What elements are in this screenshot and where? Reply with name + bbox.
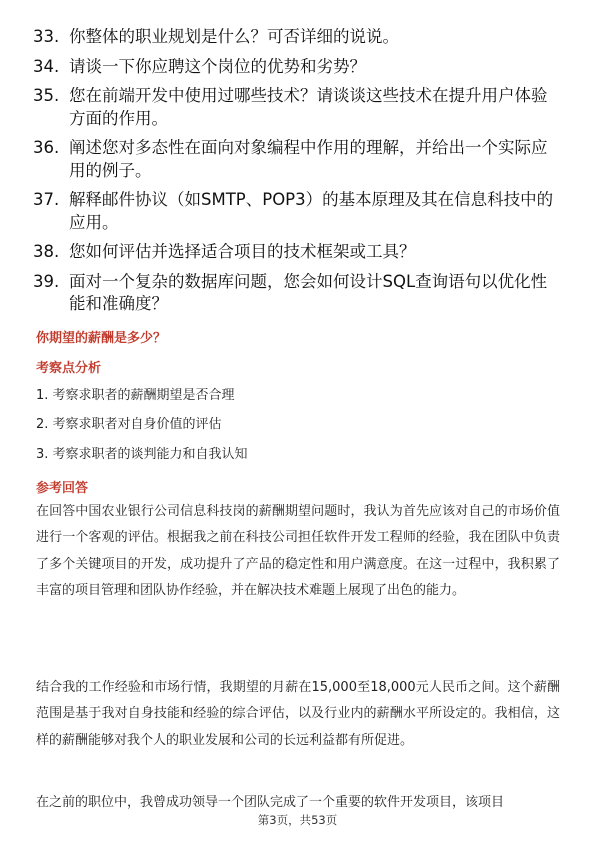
question-number: 37.	[33, 190, 60, 209]
question-number: 34.	[33, 56, 60, 76]
question-number: 33.	[33, 27, 60, 46]
answer-paragraph: 结合我的工作经验和市场行情，我期望的月薪在15,000至18,000元人民币之间。这个薪酬范围是基于我对自身技能和经验的综合评估，以及行业内的薪酬水平所设定的。我相信，这样的薪酬能够对我个人的职业发展和公司的长远利益都有所促进。	[36, 680, 560, 748]
question-number: 35.	[33, 86, 60, 105]
question-item	[33, 271, 563, 316]
salary-question-heading: 你期望的薪酬是多少？	[36, 331, 167, 346]
question-text: 您在前端开发中使用过哪些技术？请谈谈这些技术在提升用户体验方面的作用。	[69, 86, 548, 128]
question-number: 39.	[33, 271, 60, 291]
question-text: 解释邮件协议（如SMTP、POP3）的基本原理及其在信息科技中的应用。	[69, 190, 554, 232]
question-number: 36.	[33, 138, 60, 157]
question-number: 38.	[33, 242, 60, 261]
question-text: 请谈一下你应聘这个岗位的优势和劣势？	[69, 56, 366, 76]
answer-paragraph: 在回答中国农业银行公司信息科技岗的薪酬期望问题时，我认为首先应该对自己的市场价值进行一个客观的评估。根据我之前在科技公司担任软件开发工程师的经验，我在团队中负责了多个关键项目的开发，成功提升了产品的稳定性和用户满意度。在这一过程中，我积累了丰富的项目管理和团队协作经验，并在解决技术难题上展现了出色的能力。	[36, 504, 560, 599]
question-item	[33, 26, 563, 49]
answer-paragraph: 在之前的职位中，我曾成功领导一个团队完成了一个重要的软件开发项目，该项目	[36, 795, 505, 810]
analysis-item: 3. 考察求职者的谈判能力和自我认知	[36, 447, 248, 462]
question-list	[33, 26, 563, 323]
analysis-item: 2. 考察求职者对自身价值的评估	[36, 417, 222, 432]
analysis-item: 1. 考察求职者的薪酬期望是否合理	[36, 388, 235, 403]
analysis-heading: 考察点分析	[36, 361, 102, 376]
reference-answer-heading: 参考回答	[36, 481, 89, 496]
question-item	[33, 137, 563, 182]
question-text: 面对一个复杂的数据库问题，您会如何设计SQL查询语句以优化性能和准确度？	[69, 271, 548, 313]
page-footer: 第3页，共53页	[257, 813, 338, 827]
question-item	[33, 189, 563, 234]
question-text: 阐述您对多态性在面向对象编程中作用的理解，并给出一个实际应用的例子。	[69, 138, 548, 180]
question-item	[33, 56, 563, 79]
question-text: 你整体的职业规划是什么？可否详细的说说。	[69, 27, 399, 46]
question-text: 您如何评估并选择适合项目的技术框架或工具？	[69, 242, 416, 261]
question-item	[33, 241, 563, 264]
question-item	[33, 85, 563, 130]
